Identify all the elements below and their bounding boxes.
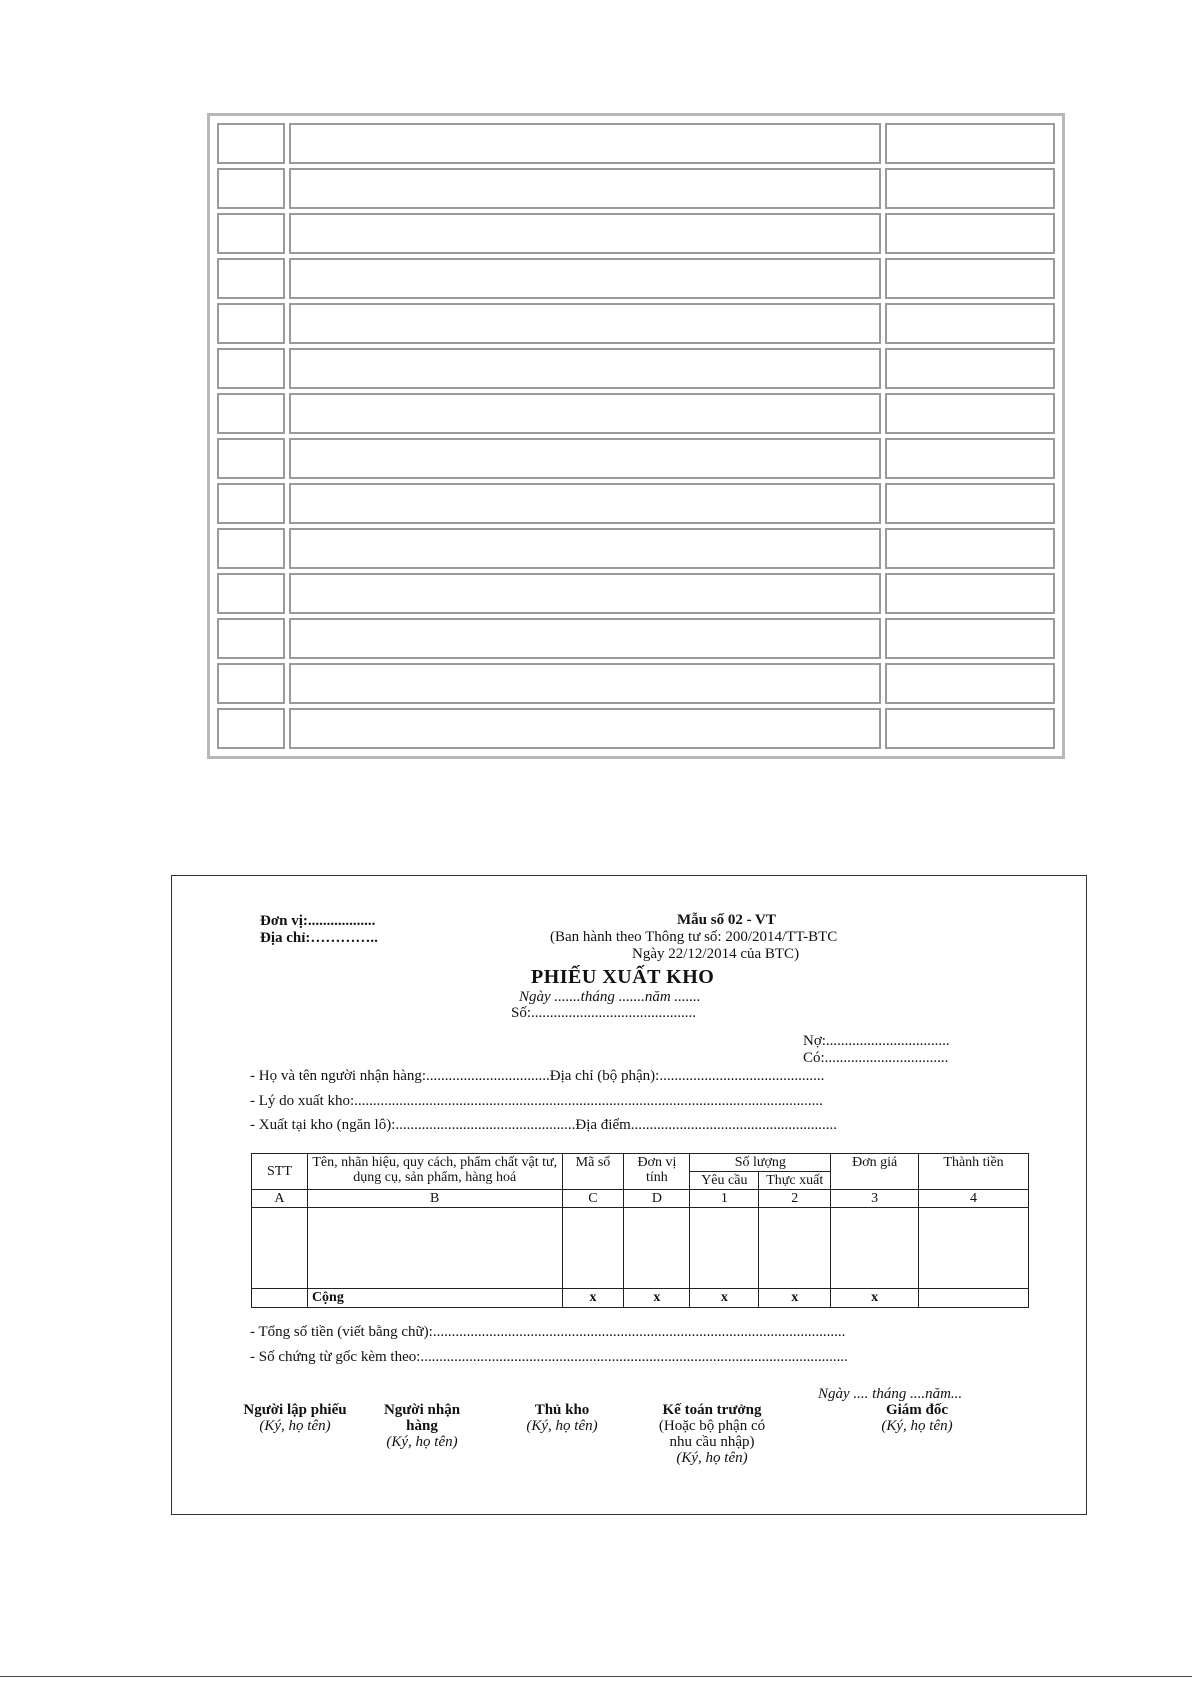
code-cell: 2 <box>759 1190 831 1208</box>
header-ma-so: Mã số <box>562 1154 624 1190</box>
code-cell: A <box>252 1190 308 1208</box>
empty-table-row <box>217 528 1055 569</box>
empty-table-cell <box>885 708 1055 749</box>
form-title: PHIẾU XUẤT KHO <box>531 966 715 988</box>
empty-table-cell <box>217 168 285 209</box>
empty-table-row <box>217 213 1055 254</box>
code-cell: 4 <box>919 1190 1029 1208</box>
empty-table-cell <box>289 708 881 749</box>
empty-table-row <box>217 573 1055 614</box>
total-cell <box>919 1289 1029 1308</box>
empty-table-cell <box>885 483 1055 524</box>
empty-table-row <box>217 393 1055 434</box>
empty-table-row <box>217 708 1055 749</box>
ban-hanh-text: (Ban hành theo Thông tư số: 200/2014/TT-BTC <box>550 929 838 945</box>
empty-table-cell <box>289 663 881 704</box>
ngay-ban-hanh-text: Ngày 22/12/2014 của BTC) <box>632 946 800 962</box>
total-mark: x <box>759 1289 831 1308</box>
signature-nguoi-lap <box>240 1402 350 1434</box>
empty-table-cell <box>289 258 881 299</box>
items-table <box>251 1153 1029 1308</box>
empty-table-cell <box>217 618 285 659</box>
total-mark: x <box>831 1289 919 1308</box>
empty-table-cell <box>289 303 881 344</box>
header-don-vi-tinh: Đơn vị tính <box>624 1154 690 1190</box>
empty-table-row <box>217 438 1055 479</box>
code-cell: B <box>307 1190 562 1208</box>
empty-table-row <box>217 348 1055 389</box>
empty-table-cell <box>885 663 1055 704</box>
empty-table-cell <box>217 708 285 749</box>
total-mark: x <box>562 1289 624 1308</box>
empty-table-cell <box>217 573 285 614</box>
chung-tu-line: - Số chứng từ gốc kèm theo:.................................................................................................................. <box>250 1349 848 1365</box>
signature-extra: (Hoặc bộ phận có nhu cầu nhập) <box>658 1418 766 1450</box>
phieu-xuat-kho-form <box>171 875 1087 1515</box>
code-cell: C <box>562 1190 624 1208</box>
empty-table-cell <box>885 393 1055 434</box>
header-thanh-tien: Thành tiền <box>919 1154 1029 1190</box>
don-vi-field: Đơn vị:.................. <box>260 913 376 929</box>
header-so-luong: Số lượng <box>690 1154 831 1172</box>
code-cell: 3 <box>831 1190 919 1208</box>
signature-title: Người lập phiếu <box>243 1402 347 1418</box>
total-mark: x <box>624 1289 690 1308</box>
empty-table-cell <box>289 483 881 524</box>
body-cell <box>252 1208 308 1289</box>
signature-nguoi-nhan <box>367 1402 477 1450</box>
empty-table-cell <box>217 393 285 434</box>
so-field: Số:............................................ <box>511 1005 697 1021</box>
empty-table-row <box>217 258 1055 299</box>
empty-table-cell <box>289 393 881 434</box>
empty-table-cell <box>885 618 1055 659</box>
dia-chi-field: Địa chỉ:………….. <box>260 930 378 946</box>
empty-table-cell <box>885 348 1055 389</box>
body-cell <box>562 1208 624 1289</box>
total-cell <box>252 1289 308 1308</box>
signature-thu-kho <box>507 1402 617 1434</box>
empty-table-cell <box>217 438 285 479</box>
empty-table-cell <box>885 258 1055 299</box>
empty-table-cell <box>289 168 881 209</box>
total-label: Cộng <box>307 1289 562 1308</box>
signature-note: (Ký, họ tên) <box>526 1418 598 1434</box>
mau-so-label: Mẫu số 02 - VT <box>677 912 776 928</box>
header-stt: STT <box>252 1154 308 1190</box>
signature-title: Kế toán trưởng <box>662 1402 762 1418</box>
empty-table-row <box>217 483 1055 524</box>
signature-note: (Ký, họ tên) <box>676 1450 748 1466</box>
empty-table-cell <box>289 213 881 254</box>
header-yeu-cau: Yêu cầu <box>690 1172 759 1190</box>
tong-so-tien-line: - Tổng số tiền (viết bằng chữ):.............................................................................................................. <box>250 1324 846 1340</box>
signature-note: (Ký, họ tên) <box>386 1434 458 1450</box>
empty-table-grid <box>213 119 1059 753</box>
empty-table-cell <box>289 438 881 479</box>
empty-table-cell <box>885 438 1055 479</box>
empty-table-cell <box>217 663 285 704</box>
empty-table-cell <box>217 348 285 389</box>
empty-table-row <box>217 123 1055 164</box>
empty-table-row <box>217 168 1055 209</box>
date-line: Ngày .......tháng .......năm ....... <box>519 989 701 1005</box>
empty-table-cell <box>885 168 1055 209</box>
body-cell <box>919 1208 1029 1289</box>
nguoi-nhan-line: - Họ và tên người nhận hàng:.................................Địa chỉ (bộ phận):............................................ <box>250 1068 825 1084</box>
code-cell: D <box>624 1190 690 1208</box>
empty-table-cell <box>289 528 881 569</box>
page-bottom-rule <box>0 1676 1192 1677</box>
signature-ke-toan <box>632 1402 792 1466</box>
body-cell <box>831 1208 919 1289</box>
empty-table <box>207 113 1065 759</box>
empty-table-cell <box>217 528 285 569</box>
signature-note: (Ký, họ tên) <box>881 1418 953 1434</box>
code-row <box>252 1190 1029 1208</box>
xuat-tai-line: - Xuất tại kho (ngăn lô):................................................Địa điểm....................................................... <box>250 1117 838 1133</box>
empty-table-cell <box>217 123 285 164</box>
code-cell: 1 <box>690 1190 759 1208</box>
co-field: Có:................................. <box>803 1050 949 1066</box>
signature-note: (Ký, họ tên) <box>259 1418 331 1434</box>
header-ten: Tên, nhãn hiệu, quy cách, phẩm chất vật tư, dụng cụ, sản phẩm, hàng hoá <box>307 1154 562 1190</box>
header-row <box>252 1154 1029 1172</box>
body-cell <box>307 1208 562 1289</box>
total-row <box>252 1289 1029 1308</box>
empty-table-row <box>217 663 1055 704</box>
ly-do-line: - Lý do xuất kho:............................................................................................................................. <box>250 1093 823 1109</box>
empty-table-cell <box>217 303 285 344</box>
empty-table-cell <box>289 123 881 164</box>
empty-table-cell <box>217 483 285 524</box>
empty-table-cell <box>289 573 881 614</box>
empty-table-cell <box>217 258 285 299</box>
body-cell <box>624 1208 690 1289</box>
body-cell <box>759 1208 831 1289</box>
total-mark: x <box>690 1289 759 1308</box>
signature-title: Giám đốc <box>885 1402 949 1418</box>
body-cell <box>690 1208 759 1289</box>
empty-table-cell <box>885 573 1055 614</box>
header-thuc-xuat: Thực xuất <box>759 1172 831 1190</box>
empty-table-cell <box>885 528 1055 569</box>
no-field: Nợ:................................. <box>803 1033 950 1049</box>
body-row <box>252 1208 1029 1289</box>
empty-table-cell <box>885 303 1055 344</box>
signature-title: Thủ kho <box>534 1402 590 1418</box>
empty-table-cell <box>289 348 881 389</box>
empty-table-cell <box>885 123 1055 164</box>
signature-giam-doc <box>852 1402 982 1434</box>
empty-table-row <box>217 618 1055 659</box>
empty-table-row <box>217 303 1055 344</box>
header-don-gia: Đơn giá <box>831 1154 919 1190</box>
empty-table-cell <box>885 213 1055 254</box>
empty-table-cell <box>217 213 285 254</box>
empty-table-cell <box>289 618 881 659</box>
signature-title: Người nhận hàng <box>383 1402 461 1434</box>
sign-date: Ngày .... tháng ....năm... <box>818 1386 963 1402</box>
